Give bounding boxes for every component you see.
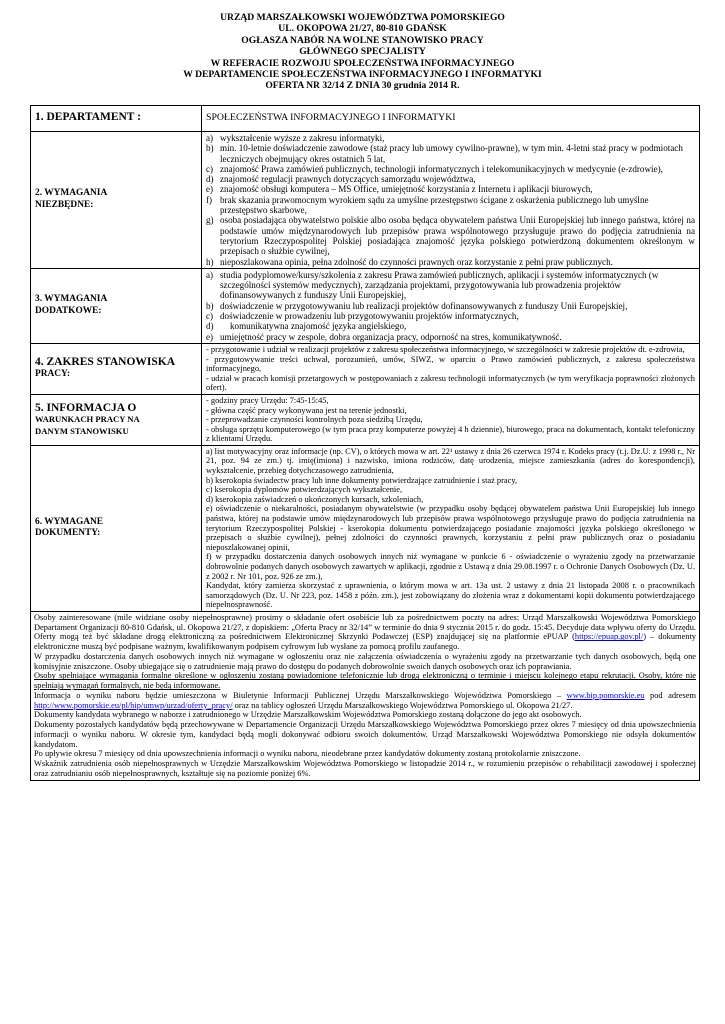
header-line: OFERTA NR 32/14 Z DNIA 30 grudnia 2014 R. — [265, 80, 460, 92]
list-item: c) doświadczenie w prowadzeniu lub przygotowywaniu projektów informatycznych, — [206, 311, 519, 322]
zakres-label — [31, 343, 202, 394]
wymagania-dodatkowe-label — [31, 268, 202, 343]
job-offer-table — [30, 105, 700, 781]
zakres-list — [202, 343, 700, 394]
list-item: f) w przypadku dostarczenia danych osobowych innych niż wymagane w punkcie 6 - oświadczenie o wyrażeniu zgody na przetwarzanie dobrowolnie podanych danych osobowych zawartych w aplikacji, zgodnie z Ustawą z dnia 29.08.1997 r. o Ochronie Danych Osobowych (Dz. U. z 2002 r. Nr 101, poz. 926 ze zm.), — [206, 552, 695, 581]
row-wymagania-dodatkowe — [31, 268, 700, 343]
header-line: W DEPARTAMENCIE SPOŁECZEŃSTWA INFORMACYJNEGO I INFORMATYKI — [183, 69, 542, 81]
list-item: - przygotowanie i udział w realizacji projektów z zakresu społeczeństwa informacyjnego, w szczególności w zakresie projektów dt. e-zdrowia, — [206, 344, 685, 354]
wymagania-dodatkowe-list — [202, 268, 700, 343]
label-line: DODATKOWE: — [35, 305, 102, 316]
job-offers-link[interactable]: http://www.pomorskie.eu/pl/bip/umwp/urzad/oferty_pracy/ — [34, 700, 233, 710]
list-item: d) kserokopia zaświadczeń o ukończonych kursach, szkoleniach, — [206, 494, 424, 504]
list-item: Kandydat, który zamierza skorzystać z uprawnienia, o którym mowa w art. 13a ust. 2 ustawy z dnia 21 listopada 2008 r. o pracownikach samorządowych (Dz. U. Nr 223, poz. 1458 z późn. zm.), jest zobowiązany do złożenia wraz z dokumentami kopii dokumentu potwierdzającego niepełnosprawność. — [206, 581, 695, 610]
list-item: e) umiejętność pracy w zespole, dobra organizacja pracy, odporność na stres, komunikatywność. — [206, 331, 562, 342]
departament-value: SPOŁECZEŃSTWA INFORMACYJNEGO I INFORMATYKI — [206, 112, 456, 124]
label-line: 4. ZAKRES STANOWISKA — [35, 355, 176, 368]
list-item: c) znajomość Prawa zamówień publicznych, technologii informatycznych i telekomunikacyjnych w medycynie (e-zdrowie), — [206, 163, 663, 174]
footer-paragraph: Informacja o wyniku naboru będzie umieszczona w Biuletynie Informacji Publicznej Urzędu Marszałkowskiego Województwa Pomorskiego – www.bip.pomorskie.eu pod adresem http://www.pomorskie.eu/pl/bip/umwp/urzad/oferty_pracy/ oraz na tablicy ogłoszeń Urzędu Marszałkowskiego Województwa Pomorskiego ul. Okopowa 21/27. — [34, 690, 696, 710]
label-line: 5. INFORMACJA O — [35, 401, 137, 414]
label-line: 6. WYMAGANE — [35, 516, 104, 527]
footer-paragraph: Dokumenty pozostałych kandydatów będą przechowywane w Departamencie Organizacji Urzędu Marszałkowskiego Województwa Pomorskiego przez okres 7 miesięcy od dnia upowszechnienia informacji o wyniku naboru. W okresie tym, kandydaci będą mogli dokonywać odbioru swoich dokumentów. Urząd Marszałkowski Województwa Pomorskiego nie odsyła dokumentów kandydatom. — [34, 720, 696, 749]
list-item: e) oświadczenie o niekaralności, posiadanym obywatelstwie (w przypadku osoby będącej obywatelem państwa Unii Europejskiej lub innego państwa, której na podstawie umów międzynarodowych lub przepisów prawa wspólnotowego przysługuje prawo do podjęcia zatrudnienia na terytorium Rzeczypospolitej Polskiej - kserokopia dokumentu potwierdzającego posiadanie znajomości języka polskiego określonego w przepisach o służbie cywilnej), pełnej zdolności do czynności prawnych, korzystaniu z pełni praw publicznych oraz o posiadaniu nieposzlakowanej opinii, — [206, 504, 695, 552]
departament-value-cell — [202, 106, 700, 132]
departament-label — [31, 106, 202, 132]
footer-paragraph: Osoby zainteresowane (mile widziane osoby niepełnosprawne) prosimy o składanie ofert osobiście lub za pośrednictwem poczty na adres: Urząd Marszałkowski Województwa Pomorskiego Departament Organizacji 80-810 Gdańsk, ul. Okopowa 21/27, z dopiskiem: „Oferta Pracy nr 32/14” w terminie do dnia 9 stycznia 2015 r. do godz. 15:45. Decyduje data wpływu oferty do Urzędu. Oferty mogą też być składane drogą elektroniczną za pośrednictwem Elektronicznej Skrzynki Podawczej (ESP) znajdującej się na platformie ePUAP (https://epuap.gov.pl/) – dokumenty elektroniczne muszą być podpisane ważnym, kwalifikowanym podpisem cyfrowym lub wysłane za pomocą profilu zaufanego. — [34, 612, 696, 652]
label-line: DOKUMENTY: — [35, 528, 101, 539]
bip-link[interactable]: www.bip.pomorskie.eu — [566, 690, 645, 700]
label-line: 2. WYMAGANIA — [35, 188, 108, 199]
row-zakres — [31, 343, 700, 394]
list-item: - główna część pracy wykonywana jest na terenie jednostki, — [206, 405, 407, 415]
label-line: NIEZBĘDNE: — [35, 199, 94, 210]
footer-paragraph: W przypadku dostarczenia danych osobowych innych niż wymagane w ogłoszeniu oraz nie załączenia oświadczenia o wyrażeniu zgody na przetwarzanie tych danych osobowych, będą one komisyjnie zniszczone. Osoby ubiegające się o zatrudnienie mają prawo do dostępu do podanych dobrowolnie swoich danych osobowych oraz ich poprawiania. — [34, 651, 696, 671]
row-wymagania-niezbedne — [31, 132, 700, 269]
footer-paragraph: Osoby spełniające wymagania formalne określone w ogłoszeniu zostaną powiadomione telefonicznie lub drogą elektroniczną o terminie i miejscu kolejnego etapu rekrutacji. Osoby, które nie spełniają wymagań formalnych, nie będą informowane. — [34, 671, 696, 691]
list-item: - godziny pracy Urzędu: 7:45-15:45, — [206, 395, 329, 405]
wymagania-niezbedne-list — [202, 132, 700, 269]
header-line: GŁÓWNEGO SPECJALISTY — [299, 46, 426, 58]
header-line: OGŁASZA NABÓR NA WOLNE STANOWISKO PRACY — [241, 34, 484, 46]
header-line: URZĄD MARSZAŁKOWSKI WOJEWÓDZTWA POMORSKIEGO — [220, 12, 505, 23]
footer-cell — [31, 611, 700, 780]
departament-label-text: 1. DEPARTAMENT : — [35, 111, 141, 124]
list-item: c) kserokopia dyplomów potwierdzających wykształcenie, — [206, 485, 403, 495]
label-line: WARUNKACH PRACY NA — [35, 414, 140, 425]
label-line: 3. WYMAGANIA — [35, 294, 108, 305]
list-item: h) nieposzlakowana opinia, pełna zdolność do czynności prawnych oraz korzystanie z pełni praw publicznych. — [206, 256, 613, 267]
row-departament — [31, 106, 700, 132]
list-item: d) znajomość regulacji prawnych dotyczących samorządu województwa, — [206, 174, 476, 185]
dokumenty-label — [31, 445, 202, 611]
list-item: a) wykształcenie wyższe z zakresu informatyki, — [206, 133, 385, 143]
header-line: UL. OKOPOWA 21/27, 80-810 GDAŃSK — [278, 23, 447, 35]
row-dokumenty — [31, 445, 700, 611]
row-warunki — [31, 394, 700, 445]
list-item: - przeprowadzanie czynności kontrolnych poza siedzibą Urzędu, — [206, 415, 423, 425]
list-item: e) znajomość obsługi komputera – MS Office, umiejętność korzystania z Internetu i aplikacji biurowych, — [206, 184, 593, 195]
list-item: f) brak skazania prawomocnym wyrokiem sądu za umyślne przestępstwo ścigane z oskarżenia publicznego lub umyślne przestępstwo skarbowe, — [206, 194, 649, 216]
warunki-list — [202, 394, 700, 445]
announcement-header — [0, 12, 725, 92]
epuap-link[interactable]: https://epuap.gov.pl/ — [574, 632, 644, 642]
row-footer — [31, 611, 700, 780]
warunki-label — [31, 394, 202, 445]
list-item: b) doświadczenie w przygotowywaniu lub realizacji projektów dofinansowywanych z funduszy Unii Europejskiej, — [206, 300, 628, 311]
footer-paragraph: Po upływie okresu 7 miesięcy od dnia upowszechnienia informacji o wyniku naboru, nieodebrane przez kandydatów dokumenty zostaną protokolarnie zniszczone. — [34, 749, 581, 759]
wymagania-niezbedne-label — [31, 132, 202, 269]
footer-paragraph: Dokumenty kandydata wybranego w naborze i zatrudnionego w Urzędzie Marszałkowskim Województwa Pomorskiego zostaną dołączone do jego akt osobowych. — [34, 710, 582, 720]
label-line: PRACY: — [35, 369, 71, 380]
list-item: d) komunikatywna znajomość języka angielskiego, — [206, 321, 407, 332]
list-item: - przygotowywanie treści uchwał, porozumień, umów, SIWZ, w oparciu o Prawo zamówień publicznych, z zakresu społeczeństwa informacyjnego, — [206, 354, 695, 374]
list-item: - udział w pracach komisji przetargowych w postępowaniach z zakresu technologii informatycznych (w tym weryfikacja poprawności złożonych ofert). — [206, 373, 695, 393]
list-item: b) kserokopia świadectw pracy lub inne dokumenty potwierdzające zatrudnienie i staż pracy, — [206, 475, 518, 485]
list-item: - obsługa sprzętu komputerowego (w tym praca przy komputerze powyżej 4 h dziennie), biurowego, praca na dokumentach, kontakt telefoniczny z klientami Urzędu. — [206, 424, 695, 444]
list-item: g) osoba posiadająca obywatelstwo polskie albo osoba będąca obywatelem państwa Unii Europejskiej lub innego państwa, której na podstawie umów międzynarodowych lub przepisów prawa wspólnotowego przysługuje prawo do podjęcia zatrudnienia na terytorium Rzeczypospolitej Polskiej posiadająca znajomość języka polskiego potwierdzoną dokumentem określonym w przepisach o służbie cywilnej, — [206, 215, 695, 257]
dokumenty-list — [202, 445, 700, 611]
footer-paragraph: Wskaźnik zatrudnienia osób niepełnosprawnych w Urzędzie Marszałkowskim Województwa Pomorskiego w listopadzie 2014 r., w rozumieniu przepisów o rehabilitacji zawodowej i społecznej oraz zatrudnianiu osób niepełnosprawnych, kształtuje się na poziomie poniżej 6%. — [34, 759, 696, 778]
list-item: b) min. 10-letnie doświadczenie zawodowe (staż pracy lub umowy cywilno-prawne), w tym min. 4-letni staż pracy w podmiotach leczniczych obejmujący okres ostatnich 5 lat, — [206, 143, 683, 164]
list-item: a) studia podyplomowe/kursy/szkolenia z zakresu Prawa zamówień publicznych, aplikacji i systemów informatycznych (w szczególności systemów medycznych), zarządzania projektami, przygotowywania lub prowadzenia projektów dofinansowywanych z funduszy Unii Europejskiej, — [206, 269, 659, 301]
header-line: W REFERACIE ROZWOJU SPOŁECZEŃSTWA INFORMACYJNEGO — [210, 57, 515, 69]
list-item: a) list motywacyjny oraz informacje (np. CV), o których mowa w art. 22¹ ustawy z dnia 26 czerwca 1974 r. Kodeks pracy (t.j. Dz.U. z 1998 r., Nr 21, poz. 94 ze zm.) tj. imię(imiona) i nazwisko, imiona rodziców, datę urodzenia, miejsce zamieszkania (adres do korespondencji), wykształcenie, przebieg dotychczasowego zatrudnienia, — [206, 446, 695, 476]
label-line: DANYM STANOWISKU — [35, 425, 129, 436]
